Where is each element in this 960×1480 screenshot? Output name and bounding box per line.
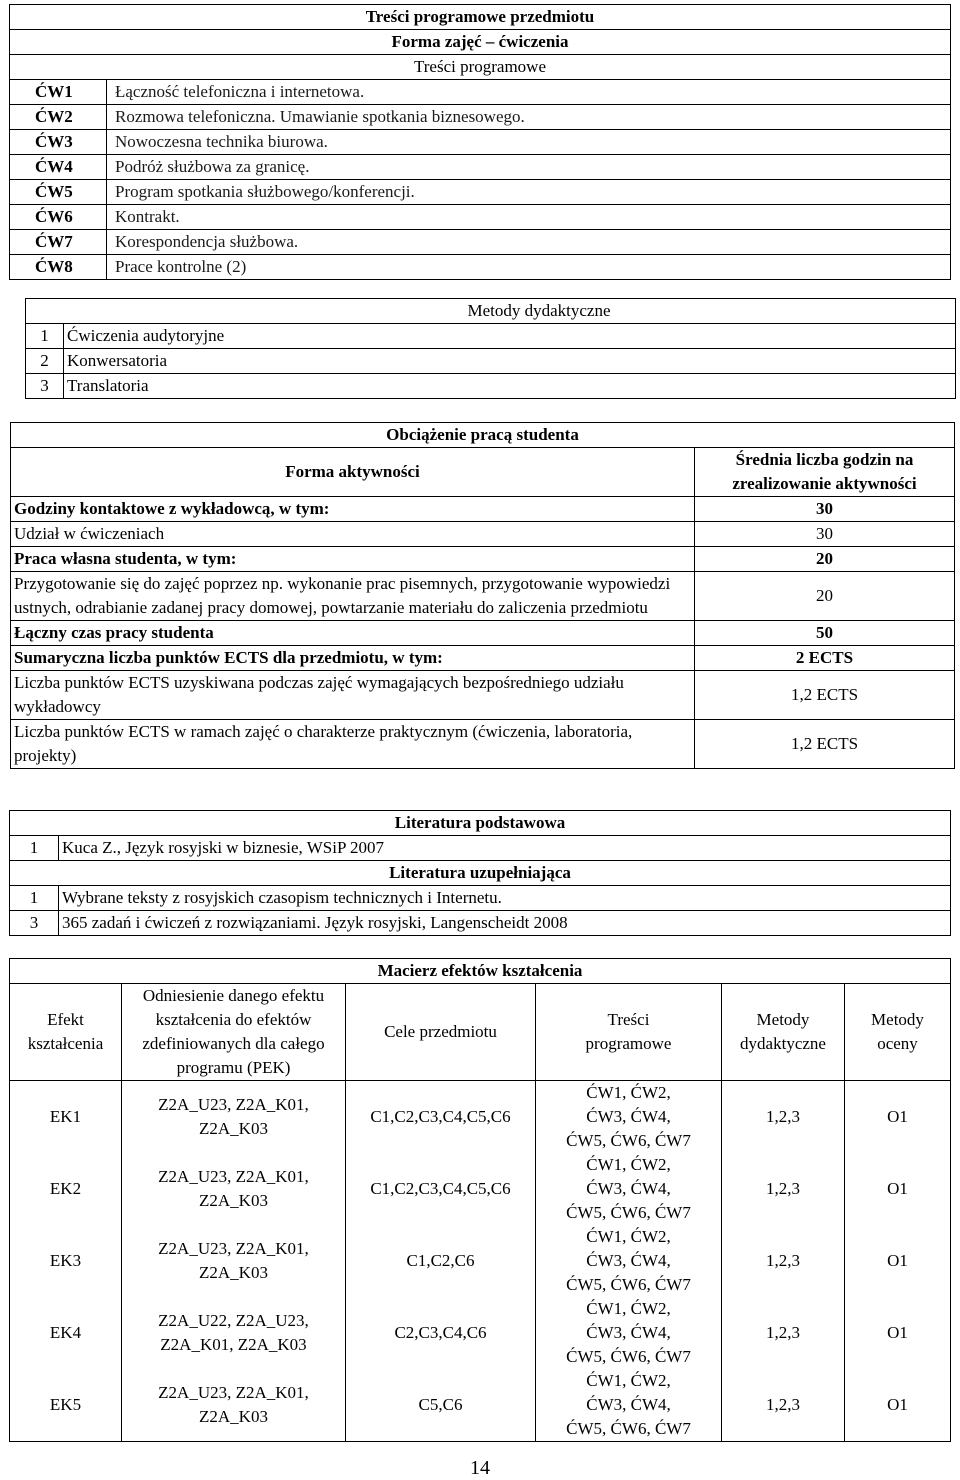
macierz-pek: Z2A_U23, Z2A_K01, Z2A_K03: [122, 1081, 346, 1154]
tresci-forma: Forma zajęć – ćwiczenia: [10, 30, 951, 55]
header-efekt: Efekt kształcenia: [10, 984, 122, 1081]
tresci-row: [10, 230, 951, 255]
macierz-tresci: ĆW1, ĆW2, ĆW3, ĆW4, ĆW5, ĆW6, ĆW7: [536, 1369, 722, 1442]
literatura-table: [9, 810, 951, 936]
macierz-cele: C1,C2,C3,C4,C5,C6: [346, 1153, 536, 1225]
tresci-code: ĆW4: [10, 155, 107, 180]
obciazenie-row: [11, 522, 955, 547]
tresci-code: ĆW8: [10, 255, 107, 280]
header-odniesienie: Odniesienie danego efektu kształcenia do efektów zdefiniowanych dla całego programu (PEK): [122, 984, 346, 1081]
obciazenie-label: Łączny czas pracy studenta: [11, 621, 695, 646]
macierz-metody: 1,2,3: [722, 1081, 845, 1154]
metody-row: [26, 324, 956, 349]
tresci-row: [10, 155, 951, 180]
obciazenie-label: Liczba punktów ECTS w ramach zajęć o charakterze praktycznym (ćwiczenia, laboratoria, projekty): [11, 720, 695, 769]
tresci-row: [10, 80, 951, 105]
tresci-text: Program spotkania służbowego/konferencji.: [107, 180, 951, 205]
obciazenie-row: [11, 720, 955, 769]
tresci-row: [10, 180, 951, 205]
tresci-text: Nowoczesna technika biurowa.: [107, 130, 951, 155]
tresci-row: [10, 205, 951, 230]
literatura-num: 1: [10, 886, 59, 911]
literatura-num: 3: [10, 911, 59, 936]
obciazenie-row: [11, 621, 955, 646]
obciazenie-label: Godziny kontaktowe z wykładowcą, w tym:: [11, 497, 695, 522]
tresci-table: [9, 4, 951, 280]
literatura-text: Kuca Z., Język rosyjski w biznesie, WSiP 2007: [59, 836, 951, 861]
macierz-pek: Z2A_U22, Z2A_U23, Z2A_K01, Z2A_K03: [122, 1297, 346, 1369]
macierz-tresci: ĆW1, ĆW2, ĆW3, ĆW4, ĆW5, ĆW6, ĆW7: [536, 1297, 722, 1369]
tresci-column-header: Treści programowe: [10, 55, 951, 80]
macierz-row: [10, 1081, 951, 1154]
macierz-row: [10, 1153, 951, 1225]
tresci-code: ĆW3: [10, 130, 107, 155]
obciazenie-value: 20: [695, 572, 955, 621]
obciazenie-value: 30: [695, 522, 955, 547]
obciazenie-value: 30: [695, 497, 955, 522]
metody-row: [26, 374, 956, 399]
macierz-metody: 1,2,3: [722, 1153, 845, 1225]
macierz-ek: EK4: [10, 1297, 122, 1369]
macierz-tresci: ĆW1, ĆW2, ĆW3, ĆW4, ĆW5, ĆW6, ĆW7: [536, 1081, 722, 1154]
macierz-tresci: ĆW1, ĆW2, ĆW3, ĆW4, ĆW5, ĆW6, ĆW7: [536, 1153, 722, 1225]
macierz-oceny: O1: [845, 1225, 951, 1297]
macierz-title: Macierz efektów kształcenia: [10, 959, 951, 984]
obciazenie-value: 1,2 ECTS: [695, 720, 955, 769]
obciazenie-value: 1,2 ECTS: [695, 671, 955, 720]
obciazenie-table: [10, 422, 955, 769]
macierz-oceny: O1: [845, 1153, 951, 1225]
metody-num: 2: [26, 349, 64, 374]
metody-num: 1: [26, 324, 64, 349]
macierz-metody: 1,2,3: [722, 1369, 845, 1442]
macierz-ek: EK3: [10, 1225, 122, 1297]
literatura-uzupelniajaca-title: Literatura uzupełniająca: [10, 861, 951, 886]
macierz-pek: Z2A_U23, Z2A_K01, Z2A_K03: [122, 1369, 346, 1442]
macierz-cele: C1,C2,C6: [346, 1225, 536, 1297]
obciazenie-label: Udział w ćwiczeniach: [11, 522, 695, 547]
obciazenie-value: 20: [695, 547, 955, 572]
obciazenie-row: [11, 671, 955, 720]
tresci-text: Korespondencja służbowa.: [107, 230, 951, 255]
literatura-text: Wybrane teksty z rosyjskich czasopism technicznych i Internetu.: [59, 886, 951, 911]
metody-text: Translatoria: [64, 374, 956, 399]
macierz-oceny: O1: [845, 1081, 951, 1154]
macierz-row: [10, 1297, 951, 1369]
macierz-ek: EK2: [10, 1153, 122, 1225]
tresci-title: Treści programowe przedmiotu: [10, 5, 951, 30]
macierz-metody: 1,2,3: [722, 1225, 845, 1297]
tresci-code: ĆW1: [10, 80, 107, 105]
macierz-metody: 1,2,3: [722, 1297, 845, 1369]
tresci-row: [10, 130, 951, 155]
literatura-num: 1: [10, 836, 59, 861]
metody-text: Konwersatoria: [64, 349, 956, 374]
obciazenie-label: Praca własna studenta, w tym:: [11, 547, 695, 572]
obciazenie-row: [11, 572, 955, 621]
literatura-row: [10, 836, 951, 861]
obciazenie-value: 50: [695, 621, 955, 646]
obciazenie-row: [11, 497, 955, 522]
macierz-table: [9, 958, 951, 1442]
literatura-row: [10, 886, 951, 911]
tresci-text: Rozmowa telefoniczna. Umawianie spotkania biznesowego.: [107, 105, 951, 130]
tresci-row: [10, 255, 951, 280]
obciazenie-label: Przygotowanie się do zajęć poprzez np. wykonanie prac pisemnych, przygotowanie wypowiedzi ustnych, odrabianie zadanej pracy domowej, powtarzanie materiału do zaliczenia przedmiotu: [11, 572, 695, 621]
metody-row: [26, 349, 956, 374]
tresci-text: Kontrakt.: [107, 205, 951, 230]
obciazenie-row: [11, 547, 955, 572]
header-cele: Cele przedmiotu: [346, 984, 536, 1081]
metody-text: Ćwiczenia audytoryjne: [64, 324, 956, 349]
metody-table: [25, 298, 956, 399]
tresci-row: [10, 105, 951, 130]
literatura-podstawowa-title: Literatura podstawowa: [10, 811, 951, 836]
page-number: 14: [470, 1457, 490, 1479]
obciazenie-label: Sumaryczna liczba punktów ECTS dla przedmiotu, w tym:: [11, 646, 695, 671]
obciazenie-label: Liczba punktów ECTS uzyskiwana podczas zajęć wymagających bezpośredniego udziału wykładowcy: [11, 671, 695, 720]
tresci-text: Prace kontrolne (2): [107, 255, 951, 280]
macierz-cele: C1,C2,C3,C4,C5,C6: [346, 1081, 536, 1154]
macierz-cele: C2,C3,C4,C6: [346, 1297, 536, 1369]
obciazenie-value: 2 ECTS: [695, 646, 955, 671]
header-oceny: Metody oceny: [845, 984, 951, 1081]
macierz-row: [10, 1225, 951, 1297]
metody-title: Metody dydaktyczne: [26, 299, 956, 324]
macierz-ek: EK5: [10, 1369, 122, 1442]
tresci-code: ĆW6: [10, 205, 107, 230]
tresci-text: Łączność telefoniczna i internetowa.: [107, 80, 951, 105]
tresci-code: ĆW5: [10, 180, 107, 205]
tresci-code: ĆW7: [10, 230, 107, 255]
metody-num: 3: [26, 374, 64, 399]
obciazenie-title: Obciążenie pracą studenta: [11, 423, 955, 448]
macierz-ek: EK1: [10, 1081, 122, 1154]
macierz-pek: Z2A_U23, Z2A_K01, Z2A_K03: [122, 1225, 346, 1297]
header-metody: Metody dydaktyczne: [722, 984, 845, 1081]
col-srednia-liczba: Średnia liczba godzin na zrealizowanie aktywności: [695, 448, 955, 497]
header-tresci: Treści programowe: [536, 984, 722, 1081]
macierz-oceny: O1: [845, 1369, 951, 1442]
macierz-tresci: ĆW1, ĆW2, ĆW3, ĆW4, ĆW5, ĆW6, ĆW7: [536, 1225, 722, 1297]
literatura-row: [10, 911, 951, 936]
tresci-code: ĆW2: [10, 105, 107, 130]
col-forma-aktywnosci: Forma aktywności: [11, 448, 695, 497]
macierz-cele: C5,C6: [346, 1369, 536, 1442]
obciazenie-row: [11, 646, 955, 671]
tresci-text: Podróż służbowa za granicę.: [107, 155, 951, 180]
macierz-oceny: O1: [845, 1297, 951, 1369]
literatura-text: 365 zadań i ćwiczeń z rozwiązaniami. Język rosyjski, Langenscheidt 2008: [59, 911, 951, 936]
macierz-pek: Z2A_U23, Z2A_K01, Z2A_K03: [122, 1153, 346, 1225]
macierz-row: [10, 1369, 951, 1442]
